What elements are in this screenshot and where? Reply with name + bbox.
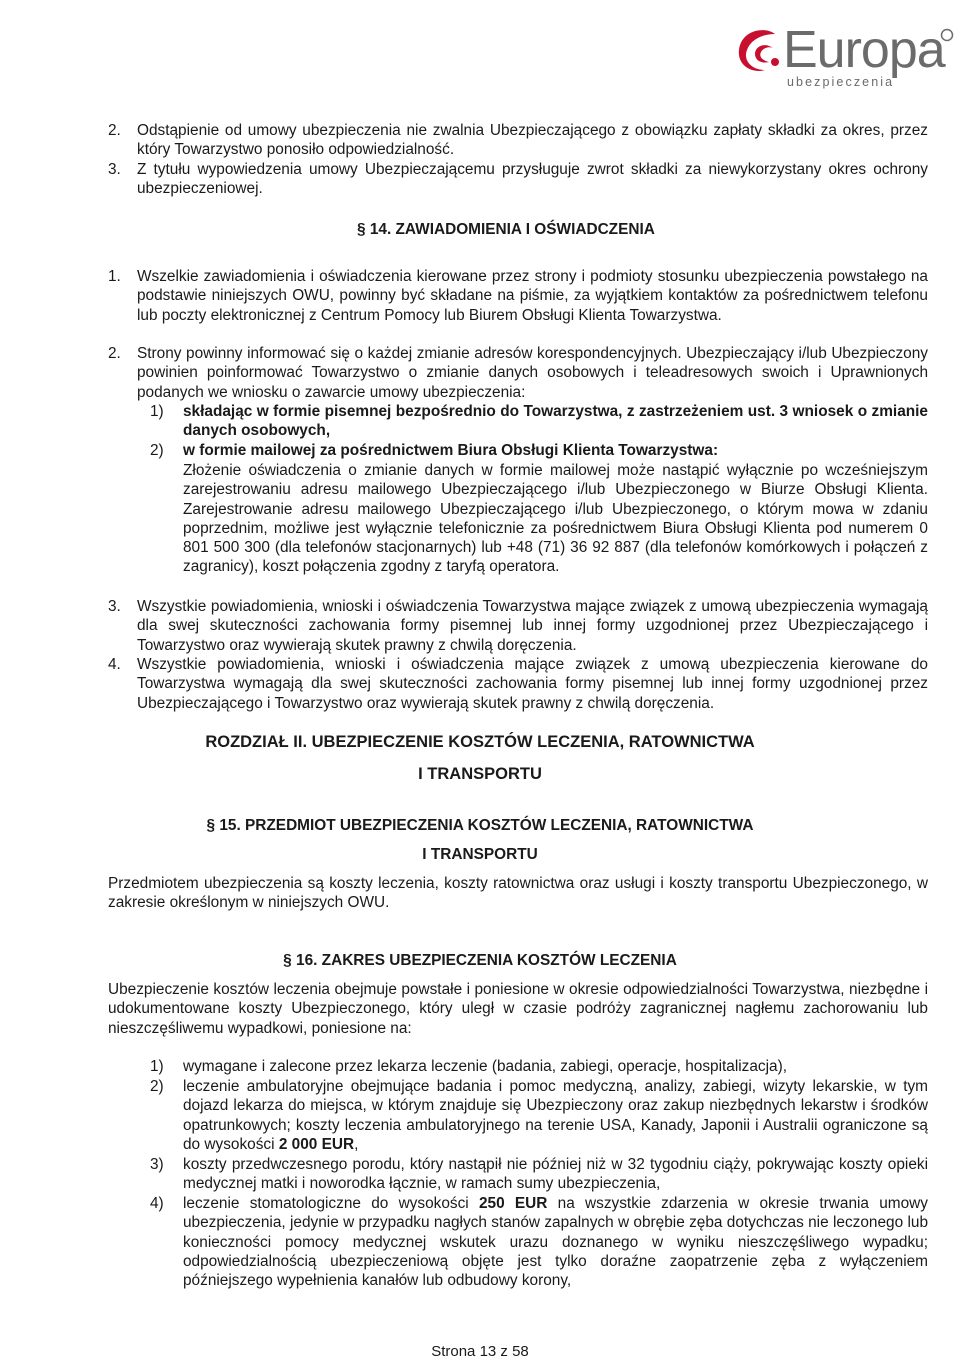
sublist-number: 1) xyxy=(150,403,164,420)
logo-registered-icon xyxy=(940,28,954,42)
amount-highlight: 250 EUR xyxy=(478,1195,548,1212)
list-number: 4. xyxy=(108,656,121,673)
list-number: 2. xyxy=(108,345,121,362)
section-15-title-line-2: I TRANSPORTU xyxy=(422,846,538,863)
sublist-number: 2) xyxy=(150,442,164,459)
list-number: 3. xyxy=(108,598,121,615)
sublist-item-text: wymagane i zalecone przez lekarza leczenie (badania, zabiegi, operacje, hospitalizacja), xyxy=(183,1058,787,1075)
sublist-number: 2) xyxy=(150,1078,164,1095)
list-item-text: Wszystkie powiadomienia, wnioski i oświadczenia Towarzystwa mające związek z umową ubezpieczenia wymagają dla swej skuteczności zachowania formy pisemnej lub innej formy uzgodnionej przez Ubezpieczającego i Towarzystwo oraz wywierają skutek prawny z chwilą doręczenia. xyxy=(137,598,928,654)
sublist-number: 3) xyxy=(150,1156,164,1173)
europa-logo xyxy=(735,21,957,96)
europa-swirl-icon xyxy=(735,26,783,76)
section-14-subitem-2-detail: Złożenie oświadczenia o zmianie danych w formie mailowej może nastąpić wyłącznie po wcześniejszym zarejestrowaniu adresu mailowego Ubezpieczającego i/lub Ubezpieczonego w Biurze Obsługi Klienta. Zarejestrowanie adresu mailowego Ubezpieczającego i/lub Ubezpieczonego, o którym mowa w zdaniu poprzednim, możliwe jest wyłącznie telefonicznie za pośrednictwem Biura Obsługi Klienta pod numerem 0 801 500 300 (dla telefonów stacjonarnych) lub +48 (71) 36 92 887 (dla telefonów komórkowych i połączeń z zagranicy), koszt połączenia zgodny z taryfą operatora. xyxy=(183,462,928,576)
sublist-number: 4) xyxy=(150,1195,164,1212)
sublist-item-text xyxy=(183,1194,928,1290)
list-item-text: Wszelkie zawiadomienia i oświadczenia kierowane przez strony i podmioty stosunku ubezpieczenia powstałego na podstawie niniejszych OWU, powinny być składane na piśmie, za wyjątkiem kontaktów za pośrednictwem telefonu lub poczty elektronicznej z Centrum Pomocy lub Biurem Obsługi Klienta Towarzystwa. xyxy=(137,268,928,324)
list-item-text: Z tytułu wypowiedzenia umowy Ubezpieczającemu przysługuje zwrot składki za niewykorzystany okres ochrony ubezpieczeniowej. xyxy=(137,161,928,198)
list-number: 2. xyxy=(108,122,121,139)
chapter-title-line-2: I TRANSPORTU xyxy=(418,765,542,783)
list-item-text: Strony powinny informować się o każdej zmianie adresów korespondencyjnych. Ubezpieczający i/lub Ubezpieczony powinien poinformować Towarzystwo o zmianie danych osobowych i teleadresowych swoich i Uprawnionych podanych we wniosku o zawarcie umowy ubezpieczenia: xyxy=(137,345,928,401)
page-number: Strona 13 z 58 xyxy=(431,1343,529,1360)
sublist-number: 1) xyxy=(150,1058,164,1075)
amount-highlight: 2 000 EUR xyxy=(278,1135,355,1153)
section-16-intro: Ubezpieczenie kosztów leczenia obejmuje powstałe i poniesione w okresie odpowiedzialności Towarzystwa, niezbędne i udokumentowane koszty Ubezpieczonego, który uległ w czasie podróży zagranicznej nagłemu zachorowaniu lub nieszczęśliwemu wypadkowi, poniesione na: xyxy=(108,981,928,1037)
section-15-text: Przedmiotem ubezpieczenia są koszty leczenia, koszty ratownictwa oraz usługi i koszty transportu Ubezpieczonego, w zakresie określonym w niniejszych OWU. xyxy=(108,875,928,912)
logo-subtitle: ubezpieczenia xyxy=(787,75,895,89)
section-15-title-line-1: § 15. PRZEDMIOT UBEZPIECZENIA KOSZTÓW LECZENIA, RATOWNICTWA xyxy=(206,817,754,834)
chapter-title-line-1: ROZDZIAŁ II. UBEZPIECZENIE KOSZTÓW LECZENIA, RATOWNICTWA xyxy=(205,733,755,751)
list-number: 1. xyxy=(108,268,121,285)
text-run: leczenie ambulatoryjne obejmujące badania i pomoc medyczną, analizy, zabiegi, wizyty lekarskie, w tym dojazd lekarza do miejsca, w którym znajduje się Ubezpieczony oraz zakup niezbędnych lekarstw i środków opatrunkowych; koszty leczenia ambulatoryjnego na terenie USA, Kanady, Japonii i Australii ograniczone są do wysokości xyxy=(183,1078,928,1153)
section-14-title: § 14. ZAWIADOMIENIA I OŚWIADCZENIA xyxy=(357,221,655,238)
list-item-text: Odstąpienie od umowy ubezpieczenia nie zwalnia Ubezpieczającego z obowiązku zapłaty składki za okres, przez który Towarzystwo ponosiło odpowiedzialność. xyxy=(137,122,928,159)
text-run: leczenie stomatologiczne do wysokości xyxy=(183,1195,479,1212)
logo-wordmark: Europa xyxy=(783,21,945,79)
sublist-item-text: w formie mailowej za pośrednictwem Biura Obsługi Klienta Towarzystwa: xyxy=(183,442,719,459)
section-16-title: § 16. ZAKRES UBEZPIECZENIA KOSZTÓW LECZENIA xyxy=(283,952,677,969)
sublist-item-text: składając w formie pisemnej bezpośrednio do Towarzystwa, z zastrzeżeniem ust. 3 wniosek o zmianie danych osobowych, xyxy=(183,403,928,440)
text-run: na wszystkie zdarzenia w okresie trwania umowy ubezpieczenia, jedynie w przypadku nagłych stanów zapalnych w obrębie zęba dotychczas nie leczonego lub konieczności pomocy medycznej wskutek urazu doznanego w wyniku nieszczęśliwego wypadku; odpowiedzialnością ubezpieczeniową objęte jest tylko doraźne zaopatrzenie zęba z wyłączeniem późniejszego wypełnienia kanałów lub odbudowy korony, xyxy=(183,1195,928,1290)
sublist-item-text xyxy=(183,1077,928,1154)
text-run: , xyxy=(354,1135,359,1153)
sublist-item-text: koszty przedwczesnego porodu, który nastąpił nie później niż w 32 tygodniu ciąży, pokrywając koszty opieki medycznej matki i noworodka łącznie, w ramach sumy ubezpieczenia, xyxy=(183,1156,928,1193)
list-number: 3. xyxy=(108,161,121,178)
list-item-text: Wszystkie powiadomienia, wnioski i oświadczenia mające związek z umową ubezpieczenia kierowane do Towarzystwa wymagają dla swej skuteczności zachowania formy pisemnej lub innej formy uzgodnionej przez Ubezpieczającego i Towarzystwo oraz wywierają skutek prawny z chwilą doręczenia. xyxy=(137,656,928,712)
